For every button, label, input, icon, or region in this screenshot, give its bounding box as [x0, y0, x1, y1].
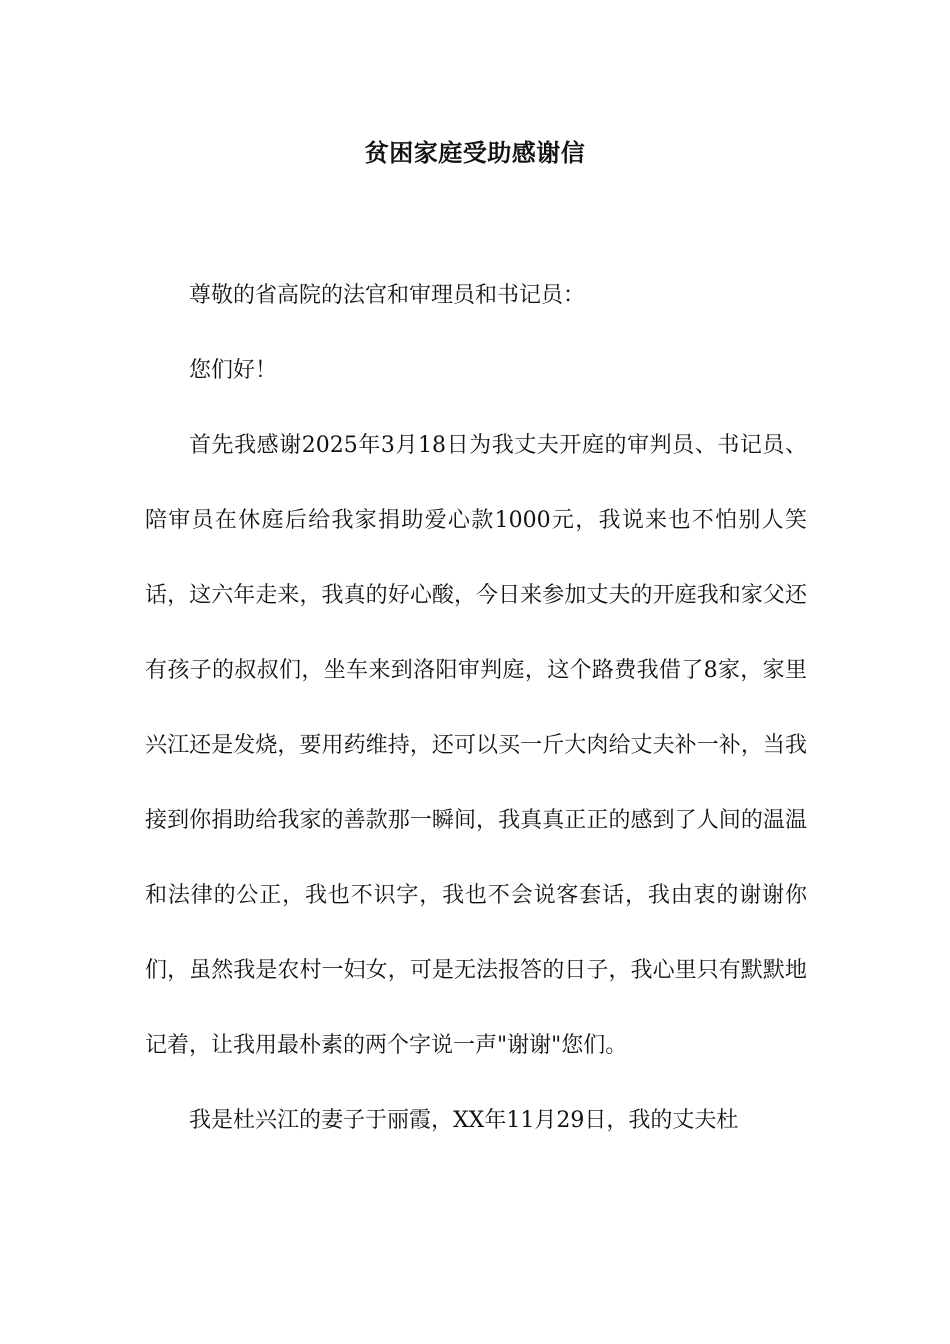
body-paragraph-1: 首先我感谢2025年3月18日为我丈夫开庭的审判员、书记员、陪审员在休庭后给我家捐助爱心款1000元，我说来也不怕别人笑话，这六年走来，我真的好心酸，今日来参加丈夫的开庭我和家父还有孩子的叔叔们，坐车来到洛阳审判庭，这个路费我借了8家，家里兴江还是发烧，要用药维持，还可以买一斤大肉给丈夫补一补，当我接到你捐助给我家的善款那一瞬间，我真真正正的感到了人间的温温和法律的公正，我也不识字，我也不会说客套话，我由衷的谢谢你们，虽然我是农村一妇女，可是无法报答的日子，我心里只有默默地记着，让我用最朴素的两个字说一声"谢谢"您们。: [145, 433, 807, 1058]
body-paragraph-2: 我是杜兴江的妻子于丽霞，XX年11月29日，我的丈夫杜: [189, 1108, 739, 1133]
document-title: 贫困家庭受助感谢信: [364, 138, 586, 167]
letter-body: [145, 258, 807, 1158]
salutation: 尊敬的省高院的法官和审理员和书记员：: [189, 283, 586, 308]
greeting: 您们好！: [189, 358, 278, 383]
